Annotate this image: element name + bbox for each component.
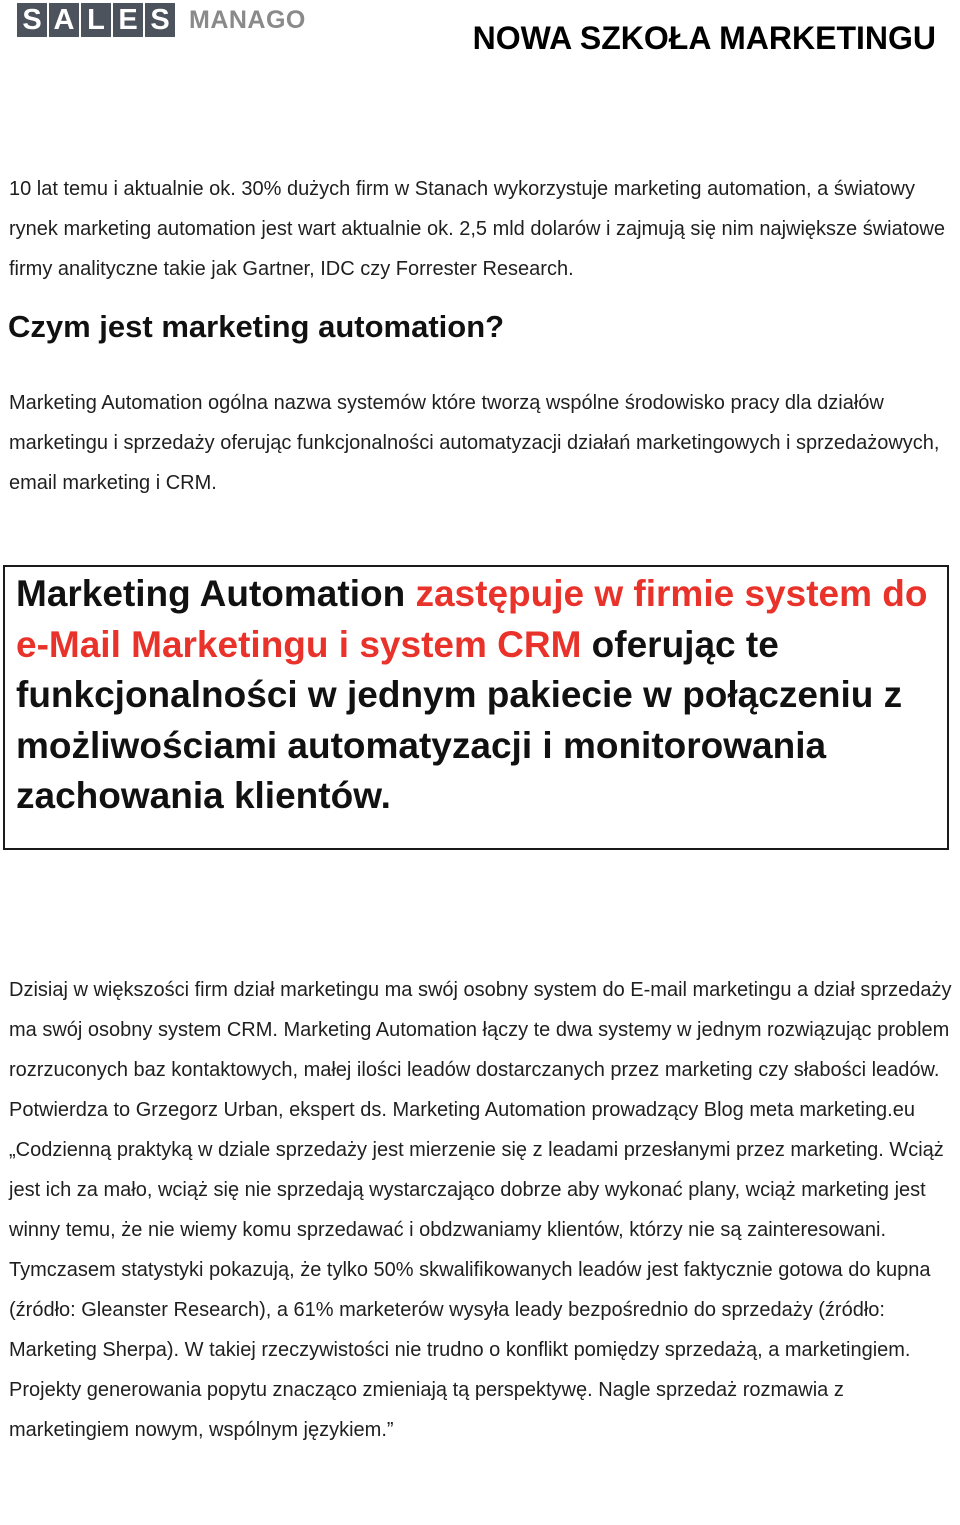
callout-text-part3: oferując te funkcjonalności w jednym pakiecie w połączeniu z możliwościami automatyzacji i monitorowania zachowania klientów.	[16, 623, 903, 816]
callout-text	[16, 569, 946, 822]
section-heading: Czym jest marketing automation?	[8, 309, 505, 344]
definition-paragraph: Marketing Automation ogólna nazwa systemów które tworzą wspólne środowisko pracy dla działów marketingu i sprzedaży oferując funkcjonalności automatyzacji działań marketingowych i sprzedażowych, email marketing i CRM.	[9, 392, 940, 494]
logo-letter: E	[113, 3, 143, 37]
callout-highlight: zastępuje w firmie system do e-Mail Marketingu i system CRM	[16, 573, 928, 665]
logo-word: MANAGO	[189, 5, 306, 34]
logo-letter: L	[81, 3, 111, 37]
body-paragraph: Dzisiaj w większości firm dział marketingu ma swój osobny system do E-mail marketingu a dział sprzedaży ma swój osobny system CRM. Marketing Automation łączy te dwa systemy w jednym rozwiązując problem rozrzuconych baz kontaktowych, małej ilości leadów dostarczanych przez marketing czy słabości leadów. Potwierdza to Grzegorz Urban, ekspert ds. Marketing Automation prowadzący Blog meta marketing.eu „Codzienną praktyką w dziale sprzedaży jest mierzenie się z leadami przesłanymi przez marketing. Wciąż jest ich za mało, wciąż się nie sprzedają wystarczająco dobrze aby wykonać plany, wciąż marketing jest winny temu, że nie wiemy komu sprzedawać i obdzwaniamy klientów, którzy nie są zainteresowani. Tymczasem statystyki pokazują, że tylko 50% skwalifikowanych leadów jest faktycznie gotowa do kupna (źródło: Gleanster Research), a 61% marketerów wysyła leady bezpośrednio do sprzedaży (źródło: Marketing Sherpa). W takiej rzeczywistości nie trudno o konflikt pomiędzy sprzedażą, a marketingiem. Projekty generowania popytu znacząco zmieniają tą perspektywę. Nagle sprzedaż rozmawia z marketingiem nowym, wspólnym językiem.”	[9, 979, 952, 1441]
logo-letter: S	[145, 3, 175, 37]
document-title: NOWA SZKOŁA MARKETINGU	[472, 20, 936, 56]
salesmanago-logo	[17, 3, 306, 37]
logo-tiles	[17, 3, 175, 37]
intro-paragraph: 10 lat temu i aktualnie ok. 30% dużych firm w Stanach wykorzystuje marketing automation, a światowy rynek marketing automation jest wart aktualnie ok. 2,5 mld dolarów i zajmują się nim największe światowe firmy analityczne takie jak Gartner, IDC czy Forrester Research.	[9, 178, 945, 280]
logo-letter: S	[17, 3, 47, 37]
logo-letter: A	[49, 3, 79, 37]
callout-text-part1: Marketing Automation	[16, 573, 416, 614]
